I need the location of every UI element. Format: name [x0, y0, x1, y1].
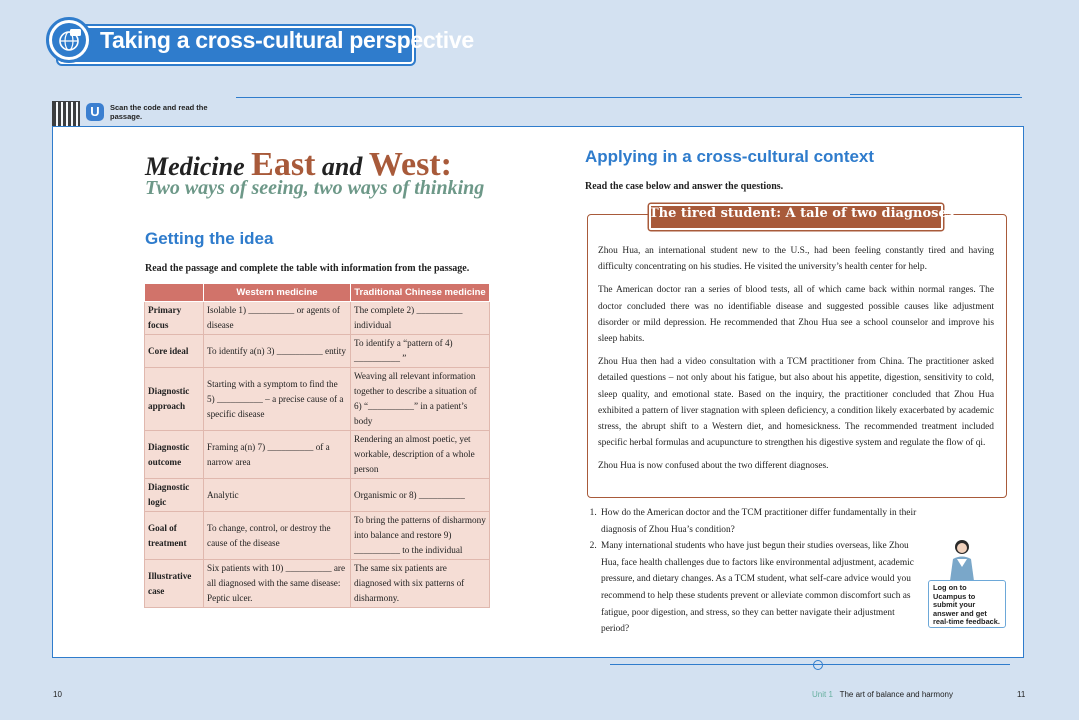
cell-western: Analytic — [204, 479, 351, 512]
row-header: Diagnostic outcome — [145, 431, 204, 479]
top-deco-line-2 — [850, 94, 1020, 95]
table-row — [145, 560, 490, 608]
unit-label: Unit 1 — [812, 690, 833, 699]
unit-title: The art of balance and harmony — [839, 690, 953, 699]
cell-tcm: The complete 2) __________ individual — [351, 302, 490, 335]
page-subtitle: Two ways of seeing, two ways of thinking — [145, 177, 485, 199]
comparison-table — [144, 283, 490, 608]
ucampus-app-icon: U — [86, 103, 104, 121]
page-number-right: 11 — [1017, 690, 1026, 699]
column-header-tcm: Traditional Chinese medicine — [351, 284, 490, 302]
row-header: Core ideal — [145, 335, 204, 368]
page-number-left: 10 — [53, 690, 62, 699]
question-item: 2. Many international students who have just begun their studies overseas, like Zhou Hua, face health challenges due to factors like environmental adjustment, academic pressure, and dietary changes. As a TCM student, what self-care advice would you recommend to help these students prevent or alleviate common discomfort such as fatigue, poor digestion, and stress, so they can better navigate their adjustment period? — [599, 538, 925, 638]
title-east: East — [251, 146, 316, 183]
row-header: Primary focus — [145, 302, 204, 335]
table-corner — [145, 284, 204, 302]
qr-code-icon[interactable] — [52, 101, 80, 129]
table-row — [145, 479, 490, 512]
table-row — [145, 368, 490, 431]
cell-western: To change, control, or destroy the cause of the disease — [204, 512, 351, 560]
cell-western: Isolable 1) __________ or agents of disease — [204, 302, 351, 335]
row-header: Goal of treatment — [145, 512, 204, 560]
table-instruction: Read the passage and complete the table with information from the passage. — [145, 263, 470, 274]
case-paragraph: Zhou Hua, an international student new to the U.S., had been feeling constantly tired and having difficulty concentrating on his studies. He visited the university’s health center for help. — [598, 246, 994, 273]
cell-western: Six patients with 10) __________ are all diagnosed with the same disease: Peptic ulcer. — [204, 560, 351, 608]
question-list — [585, 505, 925, 638]
case-instruction: Read the case below and answer the questions. — [585, 181, 784, 192]
column-header-western: Western medicine — [204, 284, 351, 302]
row-header: Diagnostic logic — [145, 479, 204, 512]
table-row — [145, 512, 490, 560]
top-deco-line — [236, 97, 1022, 98]
scan-instruction: Scan the code and read the passage. — [110, 103, 208, 121]
table-row — [145, 302, 490, 335]
globe-chat-icon — [52, 23, 86, 57]
circle-deco-icon — [813, 660, 823, 670]
cell-tcm: The same six patients are diagnosed with six patterns of disharmony. — [351, 560, 490, 608]
cell-tcm: To bring the patterns of disharmony into balance and restore 9) __________ to the individual — [351, 512, 490, 560]
title-west: West: — [368, 146, 452, 183]
case-paragraph: Zhou Hua then had a video consultation with a TCM practitioner from China. The practitioner asked detailed questions – not only about his fatigue, but also about his appetite, digestion, sensitivity to cold, sleep quality, and emotional state. Based on the inquiry, the practitioner concluded that Zhou Hua exhibited a pattern of liver stagnation with spleen deficiency, a condition likely exacerbated by academic stress, the abrupt shift to a Western diet, and homesickness. The recommended treatment included specific herbal formulas and acupuncture to strengthen his digestive system and regulate the flow of qi. — [598, 357, 994, 449]
cell-western: To identify a(n) 3) __________ entity — [204, 335, 351, 368]
question-item: 1. How do the American doctor and the TCM practitioner differ fundamentally in their diagnosis of Zhou Hua’s condition? — [599, 505, 925, 538]
banner-title: Taking a cross-cultural perspective — [100, 27, 474, 53]
bottom-deco-line — [610, 664, 1010, 665]
case-paragraph: Zhou Hua is now confused about the two different diagnoses. — [598, 461, 829, 472]
table-row — [145, 335, 490, 368]
title-part-medicine: Medicine — [145, 152, 252, 181]
case-paragraph: The American doctor ran a series of blood tests, all of which came back within normal ranges. The doctor concluded there was no identifiable disease and suggested possible causes like adjustment disorder or mild depression. He recommended that Zhou Hua see a school counselor and improve his sleep habits. — [598, 285, 994, 345]
cell-western: Starting with a symptom to find the 5) __________ – a precise cause of a specific disease — [204, 368, 351, 431]
cell-tcm: Rendering an almost poetic, yet workable, description of a whole person — [351, 431, 490, 479]
table-header-row — [145, 284, 490, 302]
cell-tcm: Weaving all relevant information together to describe a situation of 6) “__________” in a patient’s body — [351, 368, 490, 431]
row-header: Illustrative case — [145, 560, 204, 608]
row-header: Diagnostic approach — [145, 368, 204, 431]
cell-tcm: Organismic or 8) __________ — [351, 479, 490, 512]
running-footer — [812, 690, 953, 699]
cell-tcm: To identify a “pattern of 4) __________ ” — [351, 335, 490, 368]
section-heading-applying: Applying in a cross-cultural context — [585, 147, 875, 166]
table-row — [145, 431, 490, 479]
cell-western: Framing a(n) 7) __________ of a narrow area — [204, 431, 351, 479]
title-and: and — [315, 152, 369, 181]
section-heading-getting-idea: Getting the idea — [145, 229, 274, 248]
case-title: The tired student: A tale of two diagnoses — [649, 206, 955, 221]
teacher-avatar-icon — [944, 537, 980, 581]
case-text — [598, 243, 994, 482]
ucampus-note[interactable]: Log on to Ucampus to submit your answer and get real-time feedback. — [928, 580, 1006, 628]
